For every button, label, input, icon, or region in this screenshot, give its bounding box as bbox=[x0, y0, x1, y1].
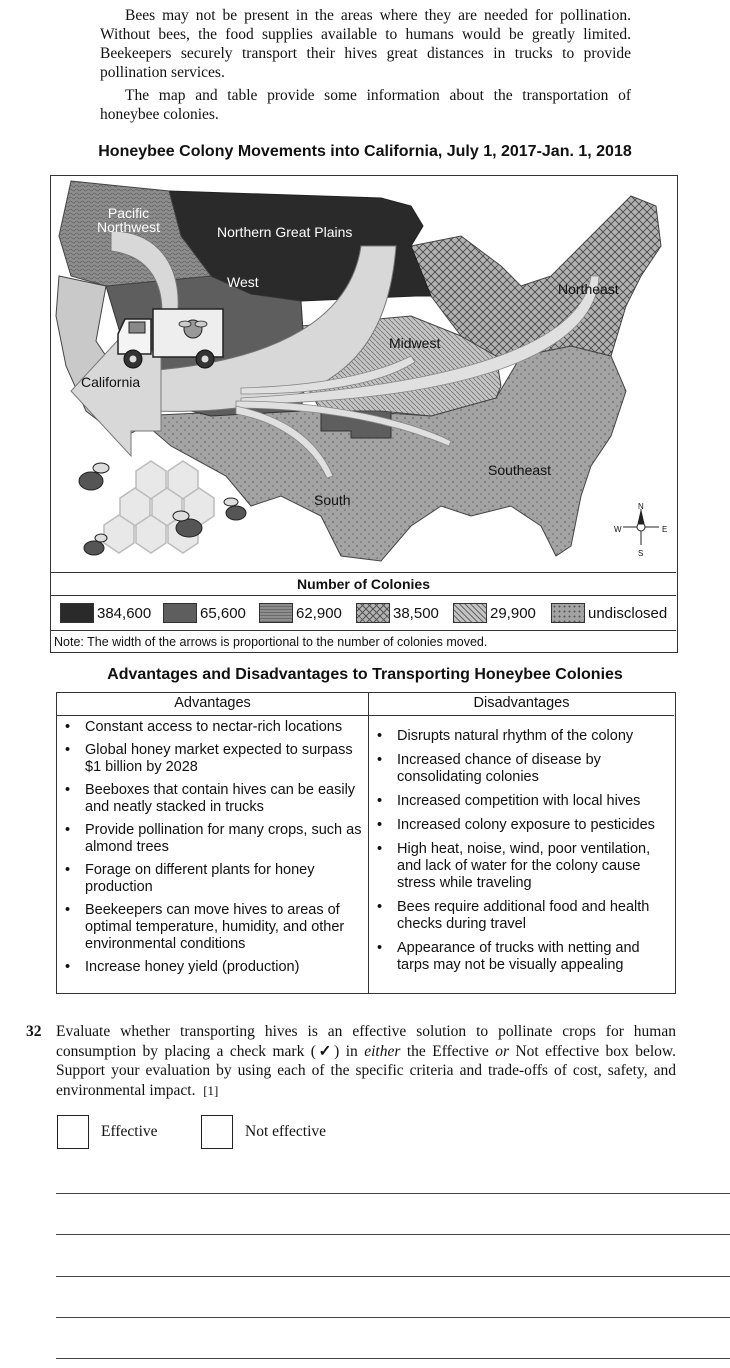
advantages-column bbox=[57, 693, 369, 993]
disadvantage-item: • Increased colony exposure to pesticides bbox=[369, 817, 670, 834]
question-text-part: Not effective box below. Support your evaluation by using each of the specific criteria and trade-offs of cost, safety, and environmental impact. bbox=[56, 1042, 676, 1099]
legend-swatch-solid-black bbox=[60, 603, 94, 623]
intro-paragraph-1: Bees may not be present in the areas where they are needed for pollination. Without bees, the food supplies available to humans would be greatly limited. Beekeepers securely transport their hives great distances in trucks to provide pollination services. bbox=[100, 7, 631, 81]
legend-label: undisclosed bbox=[588, 604, 668, 622]
not-effective-checkbox[interactable] bbox=[201, 1115, 233, 1149]
legend-swatch-crosshatch bbox=[356, 603, 390, 623]
effective-checkbox[interactable] bbox=[57, 1115, 89, 1149]
legend-label: 62,900 bbox=[296, 604, 342, 622]
legend-item-2 bbox=[163, 602, 246, 624]
label-south: South bbox=[314, 492, 351, 508]
question-text-or: or bbox=[495, 1042, 509, 1060]
label-pacific-northwest bbox=[97, 206, 160, 234]
advantage-item: • Increase honey yield (production) bbox=[57, 959, 364, 976]
answer-line[interactable] bbox=[56, 1234, 730, 1235]
honeycomb-illustration bbox=[104, 461, 214, 553]
advantage-item: • Forage on different plants for honey production bbox=[57, 862, 364, 896]
legend-item-6 bbox=[551, 602, 667, 624]
check-mark-icon: ✓ bbox=[315, 1042, 335, 1060]
advantage-item: • Global honey market expected to surpass $1 billion by 2028 bbox=[57, 742, 364, 776]
disadvantages-header: Disadvantages bbox=[369, 693, 674, 716]
answer-line[interactable] bbox=[56, 1317, 730, 1318]
map-figure bbox=[50, 175, 678, 653]
not-effective-label: Not effective bbox=[245, 1123, 327, 1140]
legend-item-5 bbox=[453, 602, 536, 624]
legend-swatch-dark-gray bbox=[163, 603, 197, 623]
label-northeast: Northeast bbox=[558, 281, 619, 297]
advantage-item: • Constant access to nectar-rich locations bbox=[57, 719, 364, 736]
effective-label: Effective bbox=[101, 1123, 158, 1140]
disadvantage-item: • Increased chance of disease by consolidating colonies bbox=[369, 752, 670, 786]
disadvantage-item: • Bees require additional food and health checks during travel bbox=[369, 899, 670, 933]
advantage-item: • Beeboxes that contain hives can be easily and neatly stacked in trucks bbox=[57, 782, 364, 816]
legend-swatch-wave bbox=[259, 603, 293, 623]
disadvantage-item: • Disrupts natural rhythm of the colony bbox=[369, 728, 670, 745]
question-text-part: Evaluate whether transporting hives is an effective solution to pollinate crops for human consumption by placing a check mark ( bbox=[56, 1023, 676, 1060]
advantages-list bbox=[57, 719, 368, 976]
legend-label: 384,600 bbox=[97, 604, 152, 622]
map-note: Note: The width of the arrows is proportional to the number of colonies moved. bbox=[51, 630, 676, 653]
label-southeast: Southeast bbox=[488, 462, 552, 478]
legend-swatch-dotted bbox=[551, 603, 585, 623]
question-32 bbox=[26, 1022, 676, 1100]
disadvantage-item: • High heat, noise, wind, poor ventilation, and lack of water for the colony cause stress while traveling bbox=[369, 841, 670, 892]
us-map-graphic bbox=[51, 176, 676, 571]
not-effective-choice[interactable] bbox=[201, 1114, 326, 1150]
advantages-disadvantages-table bbox=[56, 692, 676, 994]
question-text-part: the Effective bbox=[400, 1042, 496, 1060]
question-text-either: either bbox=[364, 1042, 401, 1060]
legend-label: 38,500 bbox=[393, 604, 439, 622]
disadvantage-item: • Increased competition with local hives bbox=[369, 793, 670, 810]
legend-swatch-diagonal bbox=[453, 603, 487, 623]
advantage-item: • Beekeepers can move hives to areas of optimal temperature, humidity, and other environmental conditions bbox=[57, 902, 364, 953]
advantages-header: Advantages bbox=[57, 693, 368, 716]
intro-paragraph-2: The map and table provide some information about the transportation of honeybee colonies. bbox=[100, 87, 631, 123]
question-text bbox=[56, 1022, 676, 1100]
label-midwest: Midwest bbox=[389, 335, 441, 351]
compass-s: S bbox=[638, 549, 644, 558]
legend-item-1 bbox=[60, 602, 151, 624]
label-northwest: Northwest bbox=[97, 219, 161, 235]
compass-w: W bbox=[614, 525, 622, 534]
label-northern-great-plains: Northern Great Plains bbox=[217, 224, 353, 240]
legend-item-4 bbox=[356, 602, 439, 624]
label-west: West bbox=[227, 274, 259, 290]
question-number: 32 bbox=[26, 1023, 42, 1040]
disadvantage-item: • Appearance of trucks with netting and tarps may not be visually appealing bbox=[369, 940, 670, 974]
disadvantages-list bbox=[369, 728, 674, 974]
disadvantages-column bbox=[369, 693, 674, 993]
question-text-part: ) in bbox=[334, 1042, 365, 1060]
compass-n: N bbox=[638, 502, 644, 511]
legend-label: 29,900 bbox=[490, 604, 536, 622]
label-california: California bbox=[81, 374, 141, 390]
compass-e: E bbox=[662, 525, 668, 534]
map-title: Honeybee Colony Movements into California, July 1, 2017-Jan. 1, 2018 bbox=[98, 143, 632, 160]
legend-label: 65,600 bbox=[200, 604, 246, 622]
legend bbox=[51, 595, 676, 630]
question-credit: [1] bbox=[203, 1082, 219, 1098]
answer-line[interactable] bbox=[56, 1193, 730, 1194]
intro-text bbox=[100, 6, 631, 128]
advantage-item: • Provide pollination for many crops, such as almond trees bbox=[57, 822, 364, 856]
answer-line[interactable] bbox=[56, 1276, 730, 1277]
answer-line[interactable] bbox=[56, 1358, 730, 1359]
table-title: Advantages and Disadvantages to Transporting Honeybee Colonies bbox=[107, 666, 623, 683]
effective-choice[interactable] bbox=[57, 1114, 158, 1150]
legend-title: Number of Colonies bbox=[51, 572, 676, 595]
label-pacific: Pacific bbox=[107, 205, 150, 221]
legend-item-3 bbox=[259, 602, 342, 624]
us-map bbox=[51, 176, 676, 571]
